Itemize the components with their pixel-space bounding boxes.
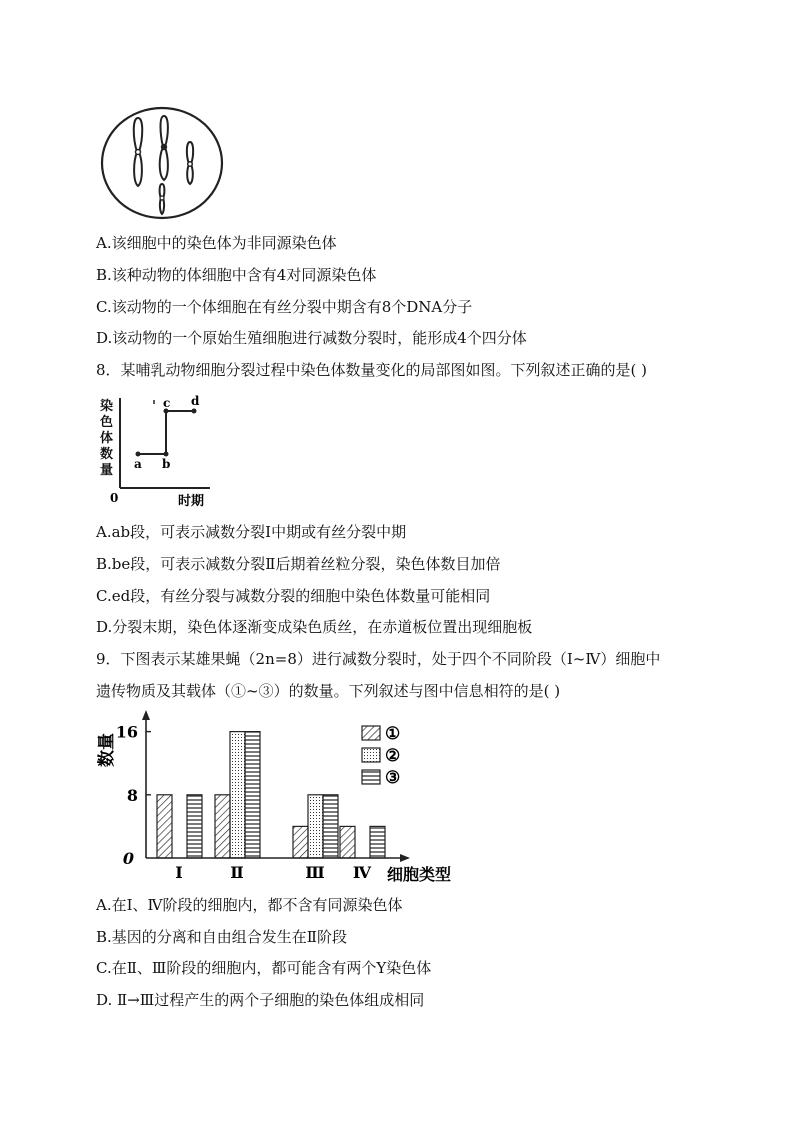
q9-bar-1 [157,795,172,858]
q7-option-d: D.该动物的一个原始生殖细胞进行减数分裂时，能形成4个四分体 [96,329,527,347]
svg-text:染: 染 [100,399,114,414]
chromosome-3 [187,142,193,184]
q8-step-line [138,411,194,454]
q9-option-b: B.基因的分离和自由组合发生在Ⅱ阶段 [96,928,347,946]
q9-stem-line-1: 9．下图表示某雄果蝇（2n=8）进行减数分裂时，处于四个不同阶段（Ⅰ~Ⅳ）细胞中 [96,650,661,668]
q9-category-label: Ⅲ [305,863,325,882]
q8-stem: 8．某哺乳动物细胞分裂过程中染色体数量变化的局部图如图。下列叙述正确的是( ) [96,361,648,379]
svg-text:量: 量 [100,463,114,478]
q8-xlabel: 时期 [178,494,205,509]
q9-bar-1 [215,795,230,858]
q8-label-d: d [191,394,200,408]
q8-option-d: D.分裂末期，染色体逐渐变成染色质丝，在赤道板位置出现细胞板 [96,618,533,636]
q9-option-a: A.在Ⅰ、Ⅳ阶段的细胞内，都不含有同源染色体 [96,896,403,914]
q9-option-d: D. Ⅱ→Ⅲ过程产生的两个子细胞的染色体组成相同 [96,991,425,1009]
q8-point-d [192,409,197,414]
q9-ytick-label: 16 [115,722,138,742]
q7-option-b: B.该种动物的体细胞中含有4对同源染色体 [96,266,377,284]
q9-bar-3 [245,732,260,858]
svg-text:体: 体 [100,431,114,446]
q9-xlabel: 细胞类型 [387,865,452,884]
q8-option-a: A.ab段，可表示减数分裂Ⅰ中期或有丝分裂中期 [96,523,407,541]
q9-origin-label: 0 [122,849,134,868]
q8-label-c: c [163,396,171,410]
q8-option-c: C.ed段，有丝分裂与减数分裂的细胞中染色体数量可能相同 [96,587,491,605]
q8-ylabel [100,398,113,478]
q9-category-label: Ⅳ [352,863,372,882]
chromosome-1 [134,118,143,186]
q9-ytick-label: 8 [126,785,138,805]
cell-figure [98,104,228,224]
q9-bar-2 [308,795,323,858]
q9-bar-3 [187,795,202,858]
q8-point-a [136,452,141,457]
chromosome-4 [160,184,165,214]
q8-label-b: b [162,457,171,471]
q9-stem-line-2: 遗传物质及其载体（①~③）的数量。下列叙述与图中信息相符的是( ) [96,682,561,700]
q8-chromosome-graph [98,392,218,512]
q9-legend-label-2: ② [385,746,401,766]
q9-bar-2 [230,732,245,858]
q8-label-a: a [134,457,142,471]
svg-text:数: 数 [100,447,114,462]
q9-legend-swatch-2 [362,748,380,762]
cell-membrane [102,108,222,218]
q9-category-label: Ⅰ [175,863,183,882]
q9-legend-swatch-1 [362,726,380,740]
q7-option-a: A.该细胞中的染色体为非同源染色体 [96,234,337,252]
chromosome-2 [160,116,168,180]
q9-option-c: C.在Ⅱ、Ⅲ阶段的细胞内，都可能含有两个Y染色体 [96,959,432,977]
q9-legend-label-1: ① [385,724,401,744]
q9-y-axis-arrow [142,710,150,720]
q9-bar-1 [293,826,308,858]
q9-bar-1 [340,826,355,858]
q9-x-axis-arrow [400,854,410,862]
q9-legend-label-3: ③ [385,768,401,788]
q9-bar-3 [323,795,338,858]
q9-category-label: Ⅱ [230,863,244,882]
svg-text:色: 色 [100,415,114,430]
q8-origin: 0 [110,491,119,505]
q8-point-b [164,452,169,457]
q9-bar-3 [370,826,385,858]
q7-option-c: C.该动物的一个体细胞在有丝分裂中期含有8个DNA分子 [96,298,473,316]
q9-bar-chart [90,706,470,888]
q8-option-b: B.be段，可表示减数分裂Ⅱ后期着丝粒分裂，染色体数目加倍 [96,555,501,573]
q9-ylabel: 数量 [97,733,117,767]
q9-legend-swatch-3 [362,770,380,784]
